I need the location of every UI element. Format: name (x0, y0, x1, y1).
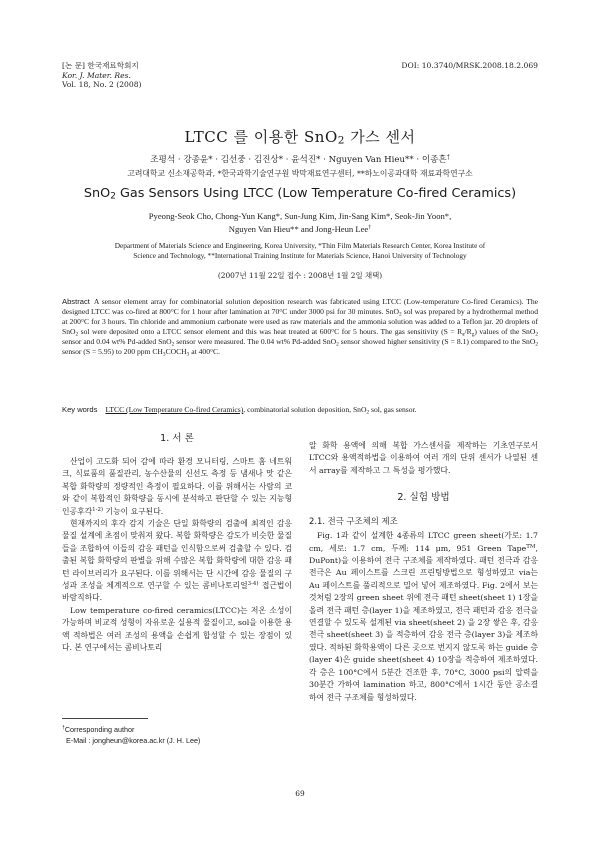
abstract-label: Abstract (62, 297, 90, 306)
keywords: Key words LTCC (Low Temperature Co-fired Ceramics), combinatorial solution deposition, SnO$_2$ sol, gas sensor. (62, 405, 417, 416)
journal-volume: Vol. 18, No. 2 (2008) (62, 80, 142, 90)
english-authors: Pyeong-Seok Cho, Chong-Yun Kang*, Sun-Jung Kim, Jin-Sang Kim*, Seok-Jin Yoon*, Nguyen Van Hieu** and Jong-Heun Lee† (148, 211, 452, 234)
english-affiliation: Department of Materials Science and Engineering, Korea University, *Thin Film Materials Research Center, Korea Institute of Science and Technology, **International Training Institute for Materials Science, Hanoi University of Technology (114, 241, 486, 260)
intro-paragraph-2: 현재까지의 후각 감지 기술은 단일 화학량의 검출에 최적인 감응 물질 설계에 초점이 맞춰져 왔다. 복합 화학량은 감도가 비슷한 물질들을 조합하여 이들의 감응 패턴을 인식함으로써 검출할 수 있다. 검출된 복합 화학량의 판별을 위해 수많은 복합 화학량에 대한 감응 패턴 라이브러리가 요구된다. 이를 위해서는 단 시간에 감응 물질의 구성과 조성을 체계적으로 연구할 수 있는 콤비나토리얼$^{3-4)}$ 접근법이 바람직하다. (62, 519, 292, 603)
subsection-heading-electrode: 2.1. 전극 구조체의 제조 (309, 516, 398, 527)
intro-paragraph-3: Low temperature co-fired ceramics(LTCC)는 저온 소성이 가능하며 비교적 성형이 자유로운 실용적 물질이고, sol을 이용한 용액 적하법은 여러 조성의 용액을 손쉽게 합성할 수 있는 장점이 있다. 본 연구에서는 콤비나토리 (62, 605, 292, 653)
doi: DOI: 10.3740/MRSK.2008.18.2.069 (401, 61, 538, 70)
received-dates: (2007년 11월 22일 접수 : 2008년 1월 2일 채택) (217, 271, 383, 280)
methods-paragraph-1: Fig. 1과 같이 설계한 4종류의 LTCC green sheet(가로: 1.7 cm, 세로: 1.7 cm, 두께: 114 μm, 951 Green Tape™, DuPont)을 이용하여 전극 구조체를 제작하였다. 패턴 전극과 감응 전극은 Au 페이스트를 스크린 프린팅방법으로 형성하였고 via는 Au 페이스트를 풀리적으로 밀어 넣어 제조하였다. Fig. 2에서 보는 것처럼 2장의 green sheet 위에 전극 패턴 sheet(sheet 1) 1장을 올려 전극 패턴 층(layer 1)을 제조하였고, 전극 패턴과 감응 전극을 연결할 수 있도록 설계된 via sheet(sheet 2) 을 2장 쌓은 후, 감응 전극 sheet(sheet 3) 을 적층하여 감응 전극 층(layer 3)을 제조하였다. 적하된 화학용액이 다른 곳으로 번지지 않도록 하는 guide 층(layer 4)은 guide sheet(sheet 4) 10장을 적층하여 제조하였다. 각 층은 100°C에서 5분간 건조한 후, 70°C, 3000 psi의 압력을 30분간 가하여 lamination 하고, 800°C에서 1시간 동안 공소결하여 전극 구조체를 형성하였다. (309, 531, 538, 702)
section-heading-methods: 2. 실험 방법 (397, 492, 450, 504)
journal-abbrev: Kor. J. Mater. Res. (62, 70, 131, 80)
footnote-rule (62, 718, 148, 719)
section-heading-intro: 1. 서 론 (160, 433, 194, 444)
journal-header (62, 61, 142, 90)
page-number: 69 (295, 789, 305, 798)
journal-name: [논 문] 한국재료학회지 (62, 61, 139, 70)
korean-authors: 조평석 · 강종윤* · 김선중 · 김진상* · 윤석진* · Nguyen Van Hieu** · 이종흔† (150, 154, 450, 165)
keywords-label: Key words (62, 405, 98, 414)
korean-title: LTCC 를 이용한 SnO$_2$ 가스 센서 (184, 128, 416, 147)
right-column (309, 440, 538, 704)
footnote: †Corresponding author E-Mail : jongheun@korea.ac.kr (J. H. Lee) (62, 725, 201, 745)
intro-paragraph-1: 산업이 고도화 되어 감에 따라 환경 모니터링, 스마트 홈 네트워크, 식료품의 품질관리, 농수산물의 신선도 측정 등 냄새나 맛 같은 복합 화학량의 정량적인 측정이 필요하다. 이를 위해서는 사람의 코와 같이 복합적인 화학량을 동시에 분석하고 판단할 수 있는 지능형 인공후각$^{1-2)}$ 기능이 요구된다. (62, 457, 292, 516)
intro-paragraph-4: 알 화학 용액에 의해 복합 가스센서를 제작하는 기초연구로서 LTCC와 용액적하법을 이용하여 여러 개의 단위 센서가 나열된 센서 array를 제작하고 그 특성을 평가했다. (309, 441, 538, 475)
left-column (62, 430, 292, 655)
english-title: SnO$_2$ Gas Sensors Using LTCC (Low Temperature Co-fired Ceramics) (83, 186, 517, 202)
abstract: Abstract A sensor element array for combinatorial solution deposition research was fabricated using LTCC (Low-temperature Co-fired Ceramics). The designed LTCC was co-fired at 800°C for 1 hour after lamination at 70°C under 3000 psi for 30 minutes. SnO$_2$ sol was prepared by a hydrothermal method at 200°C for 3 hours. Tin chloride and ammonium carbonate were used as raw materials and the ammonia solution was added to a Teflon jar. 20 droplets of SnO$_2$ sol were deposited onto a LTCC sensor element and this was heat treated at 600°C for 5 hours. The gas sensitivity $(S = R_a/R_g)$ values of the SnO$_2$ sensor and 0.04 wt% Pd-added SnO$_2$ sensor were measured. The 0.04 wt% Pd-added SnO$_2$ sensor showed higher sensitivity (S = 8.1) compared to the SnO$_2$ sensor (S = 5.95) to 200 ppm $CH_3COCH_3$ at 400°C. (62, 297, 538, 358)
korean-affiliation: 고려대학교 신소재공학과, *한국과학기술연구원 박막재료연구센터, **하노이공과대학 재료과학연구소 (127, 169, 473, 178)
